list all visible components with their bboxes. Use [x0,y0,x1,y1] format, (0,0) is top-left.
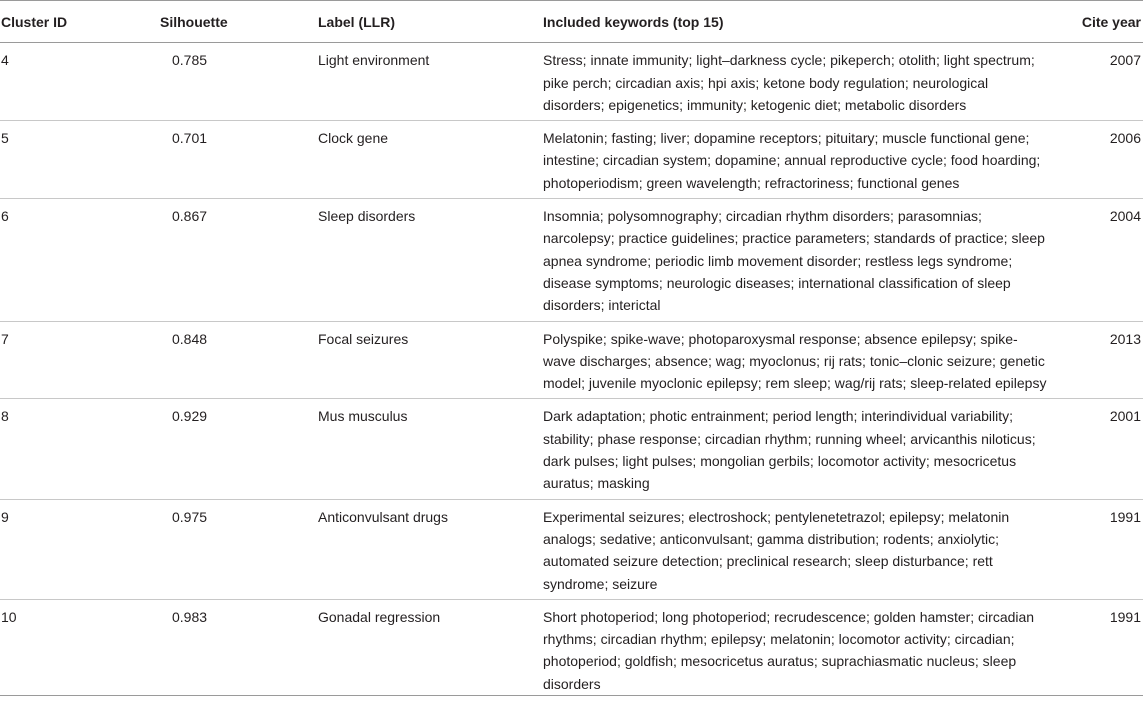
cell-cite-year: 2004 [1050,199,1143,321]
cell-silhouette: 0.975 [152,499,310,599]
cell-keywords: Insomnia; polysomnography; circadian rhythm disorders; parasomnias; narcolepsy; practice guidelines; practice parameters; standards of practice; sleep apnea syndrome; periodic limb movement disorder; restless legs syndrome; disease symptoms; neurologic diseases; international classification of sleep disorders; interictal [535,199,1050,321]
header-row [0,1,1143,43]
header-label: Label (LLR) [310,1,535,43]
header-cite-year: Cite year [1050,1,1143,43]
table-body [0,43,1143,696]
cell-silhouette: 0.848 [152,321,310,399]
table-row [0,499,1143,599]
cell-cluster-id: 9 [0,499,152,599]
table-header [0,1,1143,43]
cell-cluster-id: 10 [0,599,152,695]
table-row [0,121,1143,199]
cell-keywords: Dark adaptation; photic entrainment; period length; interindividual variability; stability; phase response; circadian rhythm; running wheel; arvicanthis niloticus; dark pulses; light pulses; mongolian gerbils; locomotor activity; mesocricetus auratus; masking [535,399,1050,499]
cell-label: Clock gene [310,121,535,199]
table-row [0,599,1143,695]
cell-silhouette: 0.929 [152,399,310,499]
cell-keywords: Polyspike; spike-wave; photoparoxysmal response; absence epilepsy; spike-wave discharges; absence; wag; myoclonus; rij rats; tonic–clonic seizure; genetic model; juvenile myoclonic epilepsy; rem sleep; wag/rij rats; sleep-related epilepsy [535,321,1050,399]
cell-keywords: Experimental seizures; electroshock; pentylenetetrazol; epilepsy; melatonin analogs; sedative; anticonvulsant; gamma distribution; rodents; anxiolytic; automated seizure detection; preclinical research; sleep disturbance; rett syndrome; seizure [535,499,1050,599]
cell-cite-year: 2006 [1050,121,1143,199]
cell-keywords: Melatonin; fasting; liver; dopamine receptors; pituitary; muscle functional gene; intestine; circadian system; dopamine; annual reproductive cycle; food hoarding; photoperiodism; green wavelength; refractoriness; functional genes [535,121,1050,199]
cell-label: Gonadal regression [310,599,535,695]
cell-cite-year: 2013 [1050,321,1143,399]
table-row [0,399,1143,499]
header-cluster-id: Cluster ID [0,1,152,43]
cell-cluster-id: 6 [0,199,152,321]
cell-cluster-id: 4 [0,43,152,121]
cell-cite-year: 2001 [1050,399,1143,499]
cell-label: Light environment [310,43,535,121]
cell-cluster-id: 5 [0,121,152,199]
cell-cite-year: 1991 [1050,599,1143,695]
cell-silhouette: 0.701 [152,121,310,199]
cell-keywords: Short photoperiod; long photoperiod; recrudescence; golden hamster; circadian rhythms; circadian rhythm; epilepsy; melatonin; locomotor activity; circadian; photoperiod; goldfish; mesocricetus auratus; suprachiasmatic nucleus; sleep disorders [535,599,1050,695]
table-row [0,321,1143,399]
table-row [0,43,1143,121]
cell-label: Anticonvulsant drugs [310,499,535,599]
cell-label: Focal seizures [310,321,535,399]
cell-silhouette: 0.983 [152,599,310,695]
header-keywords: Included keywords (top 15) [535,1,1050,43]
cell-label: Sleep disorders [310,199,535,321]
table-row [0,199,1143,321]
cell-cluster-id: 7 [0,321,152,399]
cell-cluster-id: 8 [0,399,152,499]
cell-label: Mus musculus [310,399,535,499]
cell-keywords: Stress; innate immunity; light–darkness cycle; pikeperch; otolith; light spectrum; pike perch; circadian axis; hpi axis; ketone body regulation; neurological disorders; epigenetics; immunity; ketogenic diet; metabolic disorders [535,43,1050,121]
cell-cite-year: 1991 [1050,499,1143,599]
cell-silhouette: 0.867 [152,199,310,321]
cell-silhouette: 0.785 [152,43,310,121]
header-silhouette: Silhouette [152,1,310,43]
cell-cite-year: 2007 [1050,43,1143,121]
